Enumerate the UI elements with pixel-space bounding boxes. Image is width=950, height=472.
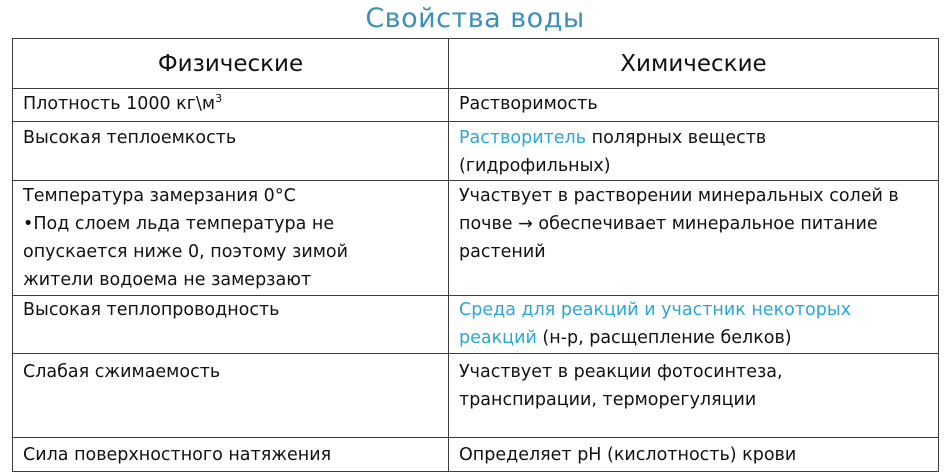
cell-text: Слабая сжимаемость [23, 362, 221, 382]
table-row [13, 122, 939, 181]
chemical-cell [449, 89, 939, 122]
cell-text: (н-р, расщепление белков) [536, 328, 792, 348]
column-header-chemical: Химические [449, 39, 939, 89]
page-title: Свойства воды [365, 3, 585, 34]
column-header-physical: Физические [13, 39, 449, 89]
chemical-cell [449, 122, 939, 181]
cell-line: почве → обеспечивает минеральное питание [459, 214, 878, 234]
cell-line: Температура замерзания 0°С [23, 186, 296, 206]
physical-cell [13, 438, 449, 472]
table-header-row [13, 39, 939, 89]
cell-line: опускается ниже 0, поэтому зимой [23, 242, 348, 262]
cell-text: Определяет рН (кислотность) крови [459, 445, 797, 465]
cell-text: полярных веществ [586, 128, 767, 148]
chemical-cell [449, 296, 939, 354]
table-row [13, 181, 939, 296]
cell-text: Растворимость [459, 94, 598, 114]
cell-text: Сила поверхностного натяжения [23, 445, 332, 465]
chemical-cell [449, 181, 939, 296]
physical-cell [13, 354, 449, 438]
chemical-cell [449, 354, 939, 438]
physical-cell [13, 122, 449, 181]
physical-cell [13, 89, 449, 122]
table-row [13, 438, 939, 472]
highlighted-term: Растворитель [459, 128, 587, 148]
highlighted-term: Среда для реакций и участник некоторых [459, 300, 852, 320]
physical-cell [13, 296, 449, 354]
chemical-cell [449, 438, 939, 472]
table-row [13, 354, 939, 438]
cell-line: жители водоема не замерзают [23, 270, 312, 290]
cell-line: растений [459, 242, 546, 262]
water-properties-table [12, 38, 939, 472]
cell-line: Участвует в растворении минеральных солей в [459, 186, 899, 206]
cell-text: Высокая теплопроводность [23, 300, 280, 320]
cell-text: Высокая теплоемкость [23, 128, 237, 148]
density-text: Плотность 1000 кг\м [23, 94, 216, 114]
cell-line: транспирации, терморегуляции [459, 390, 757, 410]
highlighted-term: реакций [459, 328, 537, 348]
superscript: 3 [215, 92, 223, 106]
cell-line: Участвует в реакции фотосинтеза, [459, 362, 783, 382]
table-row [13, 296, 939, 354]
cell-line: •Под слоем льда температура не [23, 214, 335, 234]
physical-cell [13, 181, 449, 296]
table-row [13, 89, 939, 122]
cell-text: (гидрофильных) [459, 156, 611, 176]
